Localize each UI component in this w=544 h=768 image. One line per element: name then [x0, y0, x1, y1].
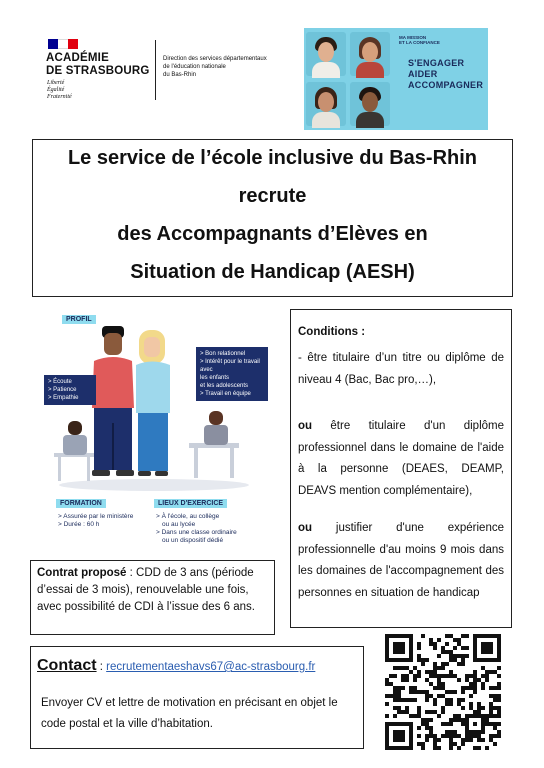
- marianne-flag-logo: [48, 39, 78, 49]
- quality-equipe: > Travail en équipe: [200, 391, 251, 397]
- quality-empathie: > Empathie: [48, 395, 79, 401]
- contact-header: [37, 657, 315, 675]
- condition-item-2: [298, 416, 504, 502]
- quality-interet-2: les enfants: [200, 375, 230, 381]
- direction-line3: du Bas-Rhin: [163, 72, 197, 78]
- conditions-heading: Conditions :: [298, 326, 366, 338]
- condition-or: ou: [298, 522, 313, 534]
- contrat-box: [30, 560, 275, 635]
- quality-patience: > Patience: [48, 387, 77, 393]
- person-photo: [350, 82, 390, 126]
- condition-item-3: [298, 518, 504, 604]
- condition-item-3-text: justifier d'une expérience professionnelle d'au moins 9 mois dans les domaines de l'accompagnement des personnes en situation de handicap: [298, 522, 504, 599]
- contact-box: [30, 646, 364, 749]
- profile-illustration: [44, 313, 264, 558]
- lieux-item: > Dans une classe ordinaire: [156, 529, 237, 536]
- title-box: [32, 139, 513, 297]
- quality-ecoute: > Écoute: [48, 379, 72, 385]
- formation-items: [58, 513, 133, 529]
- lieux-label: LIEUX D'EXERCICE: [154, 499, 227, 508]
- lieux-item: ou au lycée: [162, 521, 196, 528]
- contrat-text: : CDD de 3 ans (période d’essai de 3 mois), renouvelable une fois, avec possibilité de CDI à l’issue des 6 ans.: [37, 567, 255, 613]
- title-line2: recrute: [238, 185, 307, 207]
- republic-motto: [47, 80, 72, 101]
- lieux-items: [156, 513, 237, 545]
- condition-item-2-text: être titulaire d'un diplôme professionnel dans le domaine de l'aide à la personne (DEAES, DEAMP, DEAVS mention complémentaire),: [298, 420, 504, 497]
- banner-tag-2: ET LA CONFIANCE: [399, 40, 440, 45]
- person-photo: [306, 82, 346, 126]
- person-photo: [350, 32, 390, 76]
- academie-name: [46, 52, 150, 78]
- quality-interet-3: et les adolescents: [200, 383, 249, 389]
- formation-label: FORMATION: [56, 499, 106, 508]
- lieux-item: ou un dispositif dédié: [162, 537, 224, 544]
- motto-fraternite: Fraternité: [47, 94, 72, 100]
- condition-or: ou: [298, 420, 313, 432]
- contact-separator: :: [96, 661, 107, 673]
- left-qualities-box: [44, 375, 96, 405]
- profil-label: PROFIL: [62, 315, 96, 324]
- quality-relationnel: > Bon relationnel: [200, 351, 246, 357]
- recruitment-banner: [304, 28, 488, 130]
- banner-tag: [399, 35, 440, 45]
- quality-interet: > Intérêt pour le travail avec: [200, 359, 260, 373]
- header-divider: [155, 40, 156, 100]
- direction-line1: Direction des services départementaux: [163, 56, 267, 62]
- slogan-accompagner: ACCOMPAGNER: [408, 80, 484, 90]
- motto-liberte: Liberté: [47, 80, 65, 86]
- qr-code-graphic: [385, 634, 501, 750]
- academie-line1: ACADÉMIE: [46, 52, 109, 64]
- contrat-label: Contrat proposé: [37, 567, 127, 579]
- formation-item: > Durée : 60 h: [58, 521, 100, 528]
- title-line1: Le service de l’école inclusive du Bas-Rhin: [67, 147, 478, 169]
- slogan-aider: AIDER: [408, 69, 438, 79]
- condition-item-1: - être titulaire d’un titre ou diplôme de niveau 4 (Bac, Bac pro,…),: [298, 352, 504, 386]
- contact-label: Contact: [37, 657, 97, 674]
- conditions-box: [290, 309, 512, 628]
- title-line3: des Accompagnants d’Elèves en: [117, 223, 428, 245]
- qr-code[interactable]: [385, 634, 501, 750]
- formation-item: > Assurée par le ministère: [58, 513, 134, 520]
- contact-instructions: Envoyer CV et lettre de motivation en précisant en objet le code postal et la ville d’habitation.: [41, 697, 338, 730]
- title-line4: Situation de Handicap (AESH): [130, 261, 415, 283]
- academie-line2: DE STRASBOURG: [46, 65, 150, 77]
- banner-tag-1: MA MISSION: [399, 35, 427, 40]
- lieux-item: > À l'école, au collège: [156, 513, 220, 520]
- motto-egalite: Égalité: [47, 87, 65, 93]
- banner-slogan: [408, 58, 483, 91]
- direction-line2: de l'éducation nationale: [163, 64, 226, 70]
- slogan-sengager: S'ENGAGER: [408, 58, 465, 68]
- person-photo: [306, 32, 346, 76]
- right-qualities-box: [196, 347, 268, 401]
- contact-email-link[interactable]: recrutementaeshavs67@ac-strasbourg.fr: [106, 661, 316, 673]
- direction-text: [163, 55, 303, 79]
